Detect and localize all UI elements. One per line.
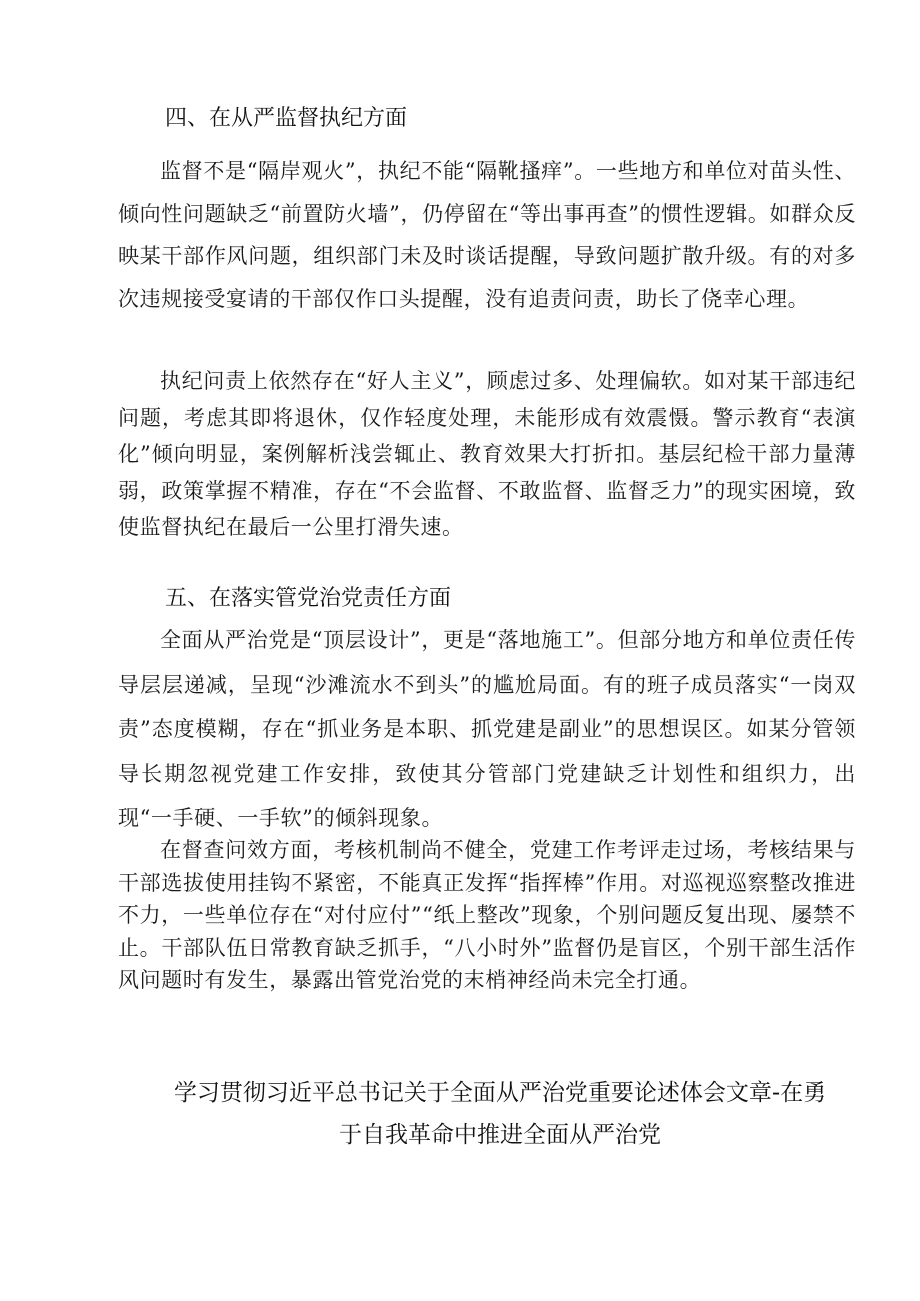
section-5-paragraph-2-text: 在督查问效方面，考核机制尚不健全，党建工作考评走过场，考核结果与干部选拔使用挂钩不紧密，不能真正发挥“指挥棒”作用。对巡视巡察整改推进不力，一些单位存在“对付应付”“纸上整改”现象，个别问题反复出现、屡禁不止。干部队伍日常教育缺乏抓手，“八小时外”监督仍是盲区，个别干部生活作风问题时有发生，暴露出管党治党的末梢神经尚未完全打通。 [118, 838, 856, 992]
section-5-paragraph-1-text: 全面从严治党是“顶层设计”，更是“落地施工”。但部分地方和单位责任传导层层递减，呈现“沙滩流水不到头”的尴尬局面。有的班子成员落实“一岗双责”态度模糊，存在“抓业务是本职、抓党建是副业”的思想误区。如某分管领导长期忽视党建工作安排，致使其分管部门党建缺乏计划性和组织力，出现“一手硬、一手软”的倾斜现象。 [118, 628, 856, 830]
next-article-title [140, 1072, 860, 1156]
section-5-heading: 五、在落实管党治党责任方面 [165, 586, 452, 611]
section-5-paragraph-1 [118, 618, 856, 841]
next-article-title-line-2: 于自我革命中推进全面从严治党 [339, 1122, 661, 1148]
next-article-title-line-1: 学习贯彻习近平总书记关于全面从严治党重要论述体会文章-在勇 [173, 1080, 827, 1106]
section-4-paragraph-1 [118, 150, 856, 320]
section-4-paragraph-2 [118, 363, 856, 546]
section-4-heading: 四、在从严监督执纪方面 [165, 106, 408, 131]
section-4-paragraph-1-text: 监督不是“隔岸观火”，执纪不能“隔靴搔痒”。一些地方和单位对苗头性、倾向性问题缺乏“前置防火墙”，仍停留在“等出事再查”的惯性逻辑。如群众反映某干部作风问题，组织部门未及时谈话提醒，导致问题扩散升级。有的对多次违规接受宴请的干部仅作口头提醒，没有追责问责，助长了侥幸心理。 [118, 159, 856, 311]
section-4-paragraph-2-text: 执纪问责上依然存在“好人主义”，顾虑过多、处理偏软。如对某干部违纪问题，考虑其即将退休，仅作轻度处理，未能形成有效震慑。警示教育“表演化”倾向明显，案例解析浅尝辄止、教育效果大打折扣。基层纪检干部力量薄弱，政策掌握不精准，存在“不会监督、不敢监督、监督乏力”的现实困境，致使监督执纪在最后一公里打滑失速。 [118, 369, 856, 539]
section-5-paragraph-2 [118, 834, 856, 997]
